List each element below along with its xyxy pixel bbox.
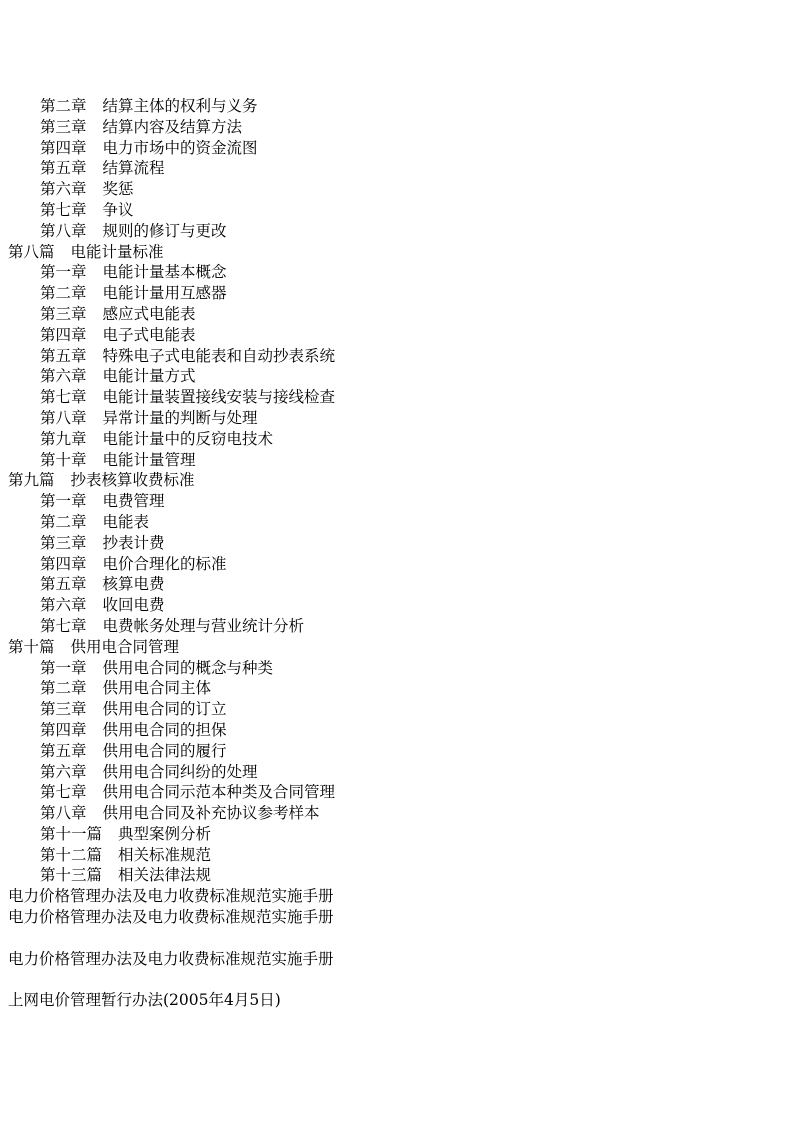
toc-entry-number: 第一章 bbox=[40, 492, 87, 511]
toc-entry-title: 供用电合同的履行 bbox=[102, 741, 227, 760]
toc-chapter-item bbox=[8, 762, 335, 783]
toc-chapter-item bbox=[8, 533, 335, 554]
toc-entry-title: 收回电费 bbox=[102, 596, 165, 615]
toc-entry-title: 电能计量基本概念 bbox=[102, 263, 227, 282]
toc-chapter-item bbox=[8, 304, 335, 325]
toc-chapter-item bbox=[8, 408, 335, 429]
toc-entry-title: 电能计量标准 bbox=[70, 242, 164, 261]
toc-entry-number: 第十二篇 bbox=[40, 845, 103, 864]
toc-chapter-item bbox=[8, 387, 335, 408]
toc-entry-number: 第五章 bbox=[40, 159, 87, 178]
toc-entry-title: 核算电费 bbox=[102, 575, 165, 594]
toc-entry-number: 第二章 bbox=[40, 284, 87, 303]
toc-entry-number: 第五章 bbox=[40, 741, 87, 760]
toc-entry-title: 电能计量中的反窃电技术 bbox=[102, 429, 274, 448]
toc-chapter-item bbox=[8, 491, 335, 512]
toc-chapter-item bbox=[8, 574, 335, 595]
toc-chapter-item bbox=[8, 699, 335, 720]
toc-entry-number: 第一章 bbox=[40, 658, 87, 677]
toc-entry-number: 第五章 bbox=[40, 575, 87, 594]
toc-chapter-item bbox=[8, 283, 335, 304]
toc-entry-title: 供用电合同及补充协议参考样本 bbox=[102, 804, 320, 823]
toc-chapter-item bbox=[8, 366, 335, 387]
toc-entry-number: 第三章 bbox=[40, 117, 87, 136]
toc-entry-title: 电价合理化的标准 bbox=[102, 554, 227, 573]
toc-entry-number: 第七章 bbox=[40, 388, 87, 407]
toc-chapter-item bbox=[8, 117, 335, 138]
toc-entry-number: 第七章 bbox=[40, 616, 87, 635]
toc-entry-number: 第四章 bbox=[40, 554, 87, 573]
toc-entry-title: 异常计量的判断与处理 bbox=[102, 408, 258, 427]
toc-chapter-item bbox=[8, 200, 335, 221]
toc-entry-number: 第六章 bbox=[40, 180, 87, 199]
toc-part-heading bbox=[8, 637, 335, 658]
toc-chapter-item bbox=[8, 429, 335, 450]
toc-entry-number: 第三章 bbox=[40, 304, 87, 323]
toc-entry-number: 第八章 bbox=[40, 221, 87, 240]
toc-entry-title: 结算内容及结算方法 bbox=[102, 117, 243, 136]
toc-chapter-item bbox=[8, 158, 335, 179]
toc-entry-number: 第八章 bbox=[40, 408, 87, 427]
toc-chapter-item bbox=[8, 741, 335, 762]
toc-entry-title: 电能计量装置接线安装与接线检查 bbox=[102, 388, 336, 407]
toc-entry-title: 供用电合同示范本种类及合同管理 bbox=[102, 783, 336, 802]
toc-entry-number: 第二章 bbox=[40, 679, 87, 698]
toc-entry-title: 供用电合同的担保 bbox=[102, 720, 227, 739]
toc-part-heading bbox=[8, 242, 335, 263]
toc-chapter-item bbox=[8, 720, 335, 741]
toc-entry-number: 第九章 bbox=[40, 429, 87, 448]
document-title-line: 电力价格管理办法及电力收费标准规范实施手册 bbox=[8, 908, 334, 927]
toc-chapter-item bbox=[8, 865, 335, 886]
toc-entry-number: 第九篇 bbox=[8, 471, 55, 490]
toc-entry-number: 第十篇 bbox=[8, 637, 55, 656]
toc-entry-title: 争议 bbox=[102, 200, 134, 219]
toc-entry-title: 感应式电能表 bbox=[102, 304, 196, 323]
toc-entry-title: 电费帐务处理与营业统计分析 bbox=[102, 616, 305, 635]
toc-entry-title: 电能计量用互感器 bbox=[102, 284, 227, 303]
toc-entry-number: 第七章 bbox=[40, 783, 87, 802]
toc-chapter-item bbox=[8, 325, 335, 346]
toc-entry-number: 第六章 bbox=[40, 367, 87, 386]
toc-entry-title: 抄表计费 bbox=[102, 533, 165, 552]
toc-entry-number: 第五章 bbox=[40, 346, 87, 365]
toc-entry-number: 第十章 bbox=[40, 450, 87, 469]
table-of-contents bbox=[8, 96, 335, 1011]
toc-entry-title: 特殊电子式电能表和自动抄表系统 bbox=[102, 346, 336, 365]
toc-entry-title: 电能表 bbox=[102, 512, 150, 531]
toc-entry-number: 第十一篇 bbox=[40, 824, 103, 843]
toc-chapter-item bbox=[8, 595, 335, 616]
document-title-line: 电力价格管理办法及电力收费标准规范实施手册 bbox=[8, 949, 334, 968]
toc-entry-title: 相关标准规范 bbox=[118, 845, 212, 864]
toc-entry-number: 第二章 bbox=[40, 512, 87, 531]
toc-entry-title: 典型案例分析 bbox=[118, 824, 212, 843]
toc-entry-number: 第四章 bbox=[40, 325, 87, 344]
toc-chapter-item bbox=[8, 782, 335, 803]
toc-entry-title: 电能计量方式 bbox=[102, 367, 196, 386]
toc-entry-number: 第三章 bbox=[40, 533, 87, 552]
toc-entry-number: 第六章 bbox=[40, 762, 87, 781]
toc-chapter-item bbox=[8, 803, 335, 824]
toc-entry-title: 结算流程 bbox=[102, 159, 165, 178]
toc-entry-number: 第三章 bbox=[40, 700, 87, 719]
toc-chapter-item bbox=[8, 221, 335, 242]
toc-entry-title: 结算主体的权利与义务 bbox=[102, 97, 258, 115]
toc-entry-title: 电费管理 bbox=[102, 492, 165, 511]
toc-entry-title: 电能计量管理 bbox=[102, 450, 196, 469]
toc-entry-number: 第四章 bbox=[40, 720, 87, 739]
toc-entry-title: 奖惩 bbox=[102, 180, 134, 199]
toc-entry-number: 第十三篇 bbox=[40, 866, 103, 885]
blank-line bbox=[8, 969, 335, 990]
toc-chapter-item bbox=[8, 554, 335, 575]
toc-entry-number: 第六章 bbox=[40, 596, 87, 615]
toc-chapter-item bbox=[8, 658, 335, 679]
toc-chapter-item bbox=[8, 450, 335, 471]
toc-chapter-item bbox=[8, 179, 335, 200]
toc-chapter-item bbox=[8, 845, 335, 866]
toc-entry-number: 第八章 bbox=[40, 804, 87, 823]
toc-entry-title: 供用电合同纠纷的处理 bbox=[102, 762, 258, 781]
toc-chapter-item bbox=[8, 824, 335, 845]
toc-entry-title: 相关法律法规 bbox=[118, 866, 212, 885]
toc-chapter-item bbox=[8, 138, 335, 159]
toc-chapter-item bbox=[8, 346, 335, 367]
toc-entry-number: 第七章 bbox=[40, 200, 87, 219]
toc-entry-number: 第二章 bbox=[40, 97, 87, 115]
toc-entry-title: 供用电合同的概念与种类 bbox=[102, 658, 274, 677]
document-title-line: 上网电价管理暂行办法(2005年4月5日) bbox=[8, 991, 281, 1010]
document-title-line: 电力价格管理办法及电力收费标准规范实施手册 bbox=[8, 887, 334, 906]
blank-line bbox=[8, 928, 335, 949]
toc-entry-title: 供用电合同的订立 bbox=[102, 700, 227, 719]
toc-entry-number: 第八篇 bbox=[8, 242, 55, 261]
toc-chapter-item bbox=[8, 262, 335, 283]
toc-chapter-item bbox=[8, 96, 335, 117]
toc-entry-title: 电力市场中的资金流图 bbox=[102, 138, 258, 157]
toc-entry-title: 供用电合同管理 bbox=[70, 637, 180, 656]
toc-entry-title: 规则的修订与更改 bbox=[102, 221, 227, 240]
toc-chapter-item bbox=[8, 616, 335, 637]
toc-entry-title: 电子式电能表 bbox=[102, 325, 196, 344]
toc-entry-number: 第四章 bbox=[40, 138, 87, 157]
toc-entry-title: 抄表核算收费标准 bbox=[70, 471, 195, 490]
toc-entry-number: 第一章 bbox=[40, 263, 87, 282]
toc-chapter-item bbox=[8, 512, 335, 533]
toc-chapter-item bbox=[8, 678, 335, 699]
toc-entry-title: 供用电合同主体 bbox=[102, 679, 212, 698]
toc-part-heading bbox=[8, 470, 335, 491]
